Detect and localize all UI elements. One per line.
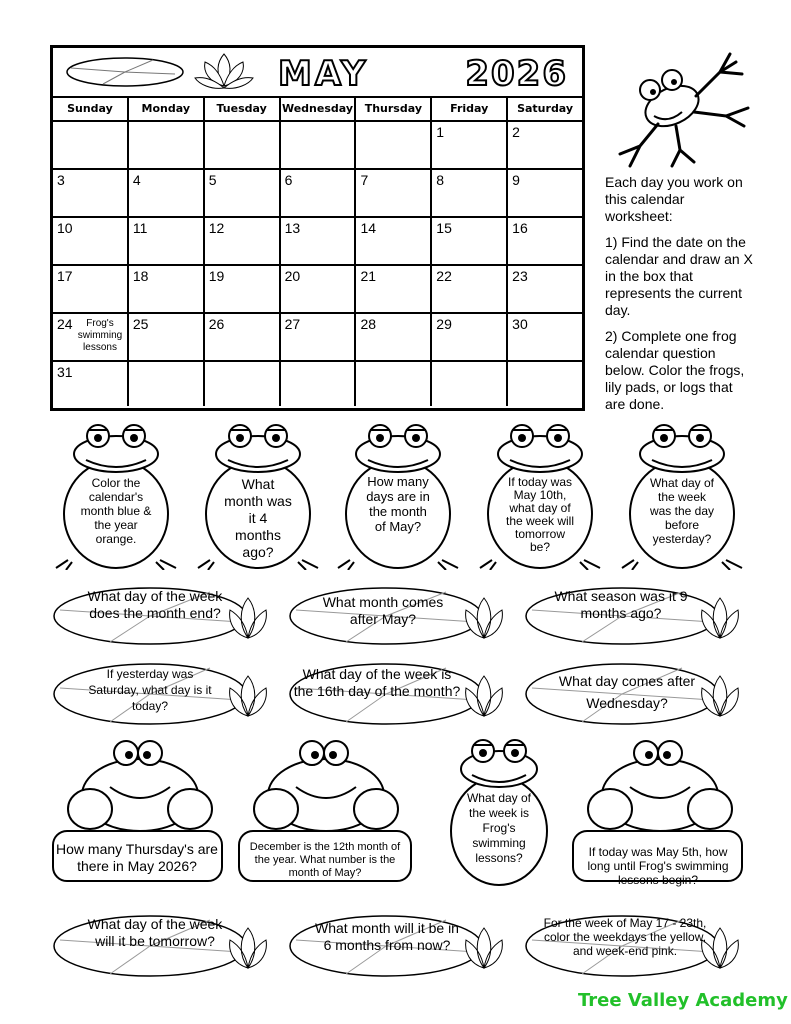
day-cell[interactable]: 26 bbox=[205, 314, 281, 360]
instructions-intro: Each day you work on this calendar worksheet: bbox=[605, 174, 743, 224]
frog-question-3[interactable] bbox=[334, 420, 462, 570]
dow-monday: Monday bbox=[129, 98, 205, 120]
calendar bbox=[50, 45, 585, 411]
day-cell[interactable]: 30 bbox=[512, 316, 528, 332]
lotus-flower-icon bbox=[193, 50, 255, 94]
frog-question-text: What day of the week was the day before yesterday? bbox=[649, 476, 715, 546]
day-cell[interactable]: 3 bbox=[53, 170, 129, 216]
lily-pad-question-text: What day of the week is the 16th day of the month? bbox=[293, 666, 461, 699]
day-cell[interactable]: 19 bbox=[205, 266, 281, 312]
day-cell[interactable]: 8 bbox=[432, 170, 508, 216]
lily-pad-question-text: If yesterday was Saturday, what day is it today? bbox=[88, 667, 212, 713]
day-cell[interactable]: 4 bbox=[129, 170, 205, 216]
lily-pad-question-1[interactable] bbox=[50, 580, 275, 648]
day-cell[interactable]: 2 bbox=[512, 124, 520, 140]
log-question-1[interactable] bbox=[50, 735, 225, 885]
lily-pad-icon bbox=[63, 54, 188, 90]
day-cell[interactable] bbox=[508, 362, 582, 406]
lily-pad-question-3[interactable] bbox=[522, 580, 747, 648]
lily-pad-question-7[interactable] bbox=[50, 908, 275, 980]
day-cell[interactable]: 6 bbox=[281, 170, 357, 216]
lily-pad-question-text: What day of the week will it be tomorrow? bbox=[87, 916, 223, 949]
day-cell[interactable]: 5 bbox=[205, 170, 281, 216]
day-cell[interactable]: 21 bbox=[356, 266, 432, 312]
lily-pad-question-text: What month comes after May? bbox=[322, 594, 444, 627]
day-cell[interactable] bbox=[281, 362, 357, 406]
day-cell[interactable]: 12 bbox=[205, 218, 281, 264]
lily-pad-question-2[interactable] bbox=[286, 580, 511, 648]
lily-pad-question-text: What day of the week does the month end? bbox=[87, 588, 223, 621]
calendar-header bbox=[53, 48, 582, 98]
day-cell[interactable]: 7 bbox=[356, 170, 432, 216]
day-cell[interactable] bbox=[205, 122, 281, 168]
day-cell[interactable]: 27 bbox=[281, 314, 357, 360]
frog-question-2[interactable] bbox=[194, 420, 322, 570]
log-question-text: What day of the week is Frog's swimming lessons? bbox=[466, 791, 532, 865]
instructions bbox=[605, 174, 755, 422]
lily-pad-question-text: What day comes after Wednesday? bbox=[558, 673, 696, 711]
log-question-3[interactable] bbox=[442, 735, 557, 887]
day-cell[interactable]: 14 bbox=[356, 218, 432, 264]
log-question-2[interactable] bbox=[236, 735, 414, 885]
day-cell[interactable] bbox=[432, 362, 508, 406]
day-cell-24[interactable] bbox=[53, 314, 129, 360]
log-question-text: How many Thursday's are there in May 2026? bbox=[56, 841, 218, 874]
week-row bbox=[53, 266, 582, 314]
dow-friday: Friday bbox=[432, 98, 508, 120]
day-cell[interactable]: 16 bbox=[512, 220, 528, 236]
frog-question-text: What month was it 4 months ago? bbox=[224, 476, 292, 560]
lily-pad-question-5[interactable] bbox=[286, 656, 511, 728]
day-cell[interactable]: 25 bbox=[129, 314, 205, 360]
brand-footer: Tree Valley Academy bbox=[578, 990, 788, 1011]
frog-question-text: How many days are in the month of May? bbox=[366, 474, 430, 534]
day-cell[interactable] bbox=[356, 122, 432, 168]
instructions-step-1: 1) Find the date on the calendar and draw an X in the box that represents the current day. bbox=[605, 234, 753, 318]
day-cell[interactable]: 29 bbox=[432, 314, 508, 360]
days-of-week-row bbox=[53, 98, 582, 122]
day-cell[interactable]: 23 bbox=[512, 268, 528, 284]
frog-question-1[interactable] bbox=[52, 420, 180, 570]
day-cell[interactable]: 18 bbox=[129, 266, 205, 312]
dow-tuesday: Tuesday bbox=[205, 98, 281, 120]
lily-pad-question-6[interactable] bbox=[522, 656, 747, 728]
day-cell[interactable]: 1 bbox=[432, 122, 508, 168]
day-cell[interactable]: 15 bbox=[432, 218, 508, 264]
log-question-4[interactable] bbox=[570, 735, 745, 885]
lily-pad-question-4[interactable] bbox=[50, 656, 275, 728]
day-cell[interactable] bbox=[53, 122, 129, 168]
day-cell[interactable]: 31 bbox=[53, 362, 129, 406]
log-question-text: December is the 12th month of the year. What number is the month of May? bbox=[249, 841, 401, 879]
day-cell[interactable]: 9 bbox=[512, 172, 520, 188]
week-row bbox=[53, 218, 582, 266]
dow-wednesday: Wednesday bbox=[281, 98, 357, 120]
calendar-grid bbox=[53, 98, 582, 406]
dow-saturday: Saturday bbox=[517, 102, 574, 115]
month-title: MAY bbox=[278, 54, 369, 94]
frog-question-text: Color the calendar's month blue & the year orange. bbox=[80, 476, 152, 546]
frog-question-text: If today was May 10th, what day of the week will tomorrow be? bbox=[505, 475, 575, 554]
jumping-frog-icon bbox=[610, 42, 760, 170]
day-cell[interactable] bbox=[129, 362, 205, 406]
lily-pad-question-8[interactable] bbox=[286, 908, 511, 980]
day-cell[interactable]: 22 bbox=[432, 266, 508, 312]
instructions-step-2: 2) Complete one frog calendar question below. Color the frogs, lily pads, or logs that are done. bbox=[605, 328, 745, 412]
dow-thursday: Thursday bbox=[356, 98, 432, 120]
day-cell[interactable]: 13 bbox=[281, 218, 357, 264]
day-cell[interactable] bbox=[205, 362, 281, 406]
frog-question-5[interactable] bbox=[618, 420, 746, 570]
day-cell[interactable]: 17 bbox=[53, 266, 129, 312]
year-title: 2026 bbox=[465, 54, 568, 94]
day-cell[interactable]: 28 bbox=[356, 314, 432, 360]
day-cell[interactable] bbox=[356, 362, 432, 406]
day-cell[interactable]: 20 bbox=[281, 266, 357, 312]
lily-pad-question-text: What month will it be in 6 months from now? bbox=[315, 920, 459, 953]
log-question-text: If today was May 5th, how long until Frog's swimming lessons begin? bbox=[587, 845, 729, 887]
lily-pad-question-text: What season was it 9 months ago? bbox=[554, 588, 688, 621]
dow-sunday: Sunday bbox=[53, 98, 129, 120]
swimming-lessons-note: Frog's swimming lessons bbox=[77, 318, 123, 353]
week-row bbox=[53, 122, 582, 170]
day-cell[interactable]: 10 bbox=[53, 218, 129, 264]
lily-pad-question-9[interactable] bbox=[522, 908, 747, 980]
frog-question-4[interactable] bbox=[476, 420, 604, 570]
week-row bbox=[53, 170, 582, 218]
week-row bbox=[53, 362, 582, 406]
day-cell[interactable] bbox=[281, 122, 357, 168]
day-number: 24 bbox=[57, 316, 73, 332]
day-cell[interactable]: 11 bbox=[129, 218, 205, 264]
day-cell[interactable] bbox=[129, 122, 205, 168]
week-row bbox=[53, 314, 582, 362]
lily-pad-question-text: For the week of May 17 - 23th, color the weekdays the yellow, and week-end pink. bbox=[543, 916, 707, 958]
